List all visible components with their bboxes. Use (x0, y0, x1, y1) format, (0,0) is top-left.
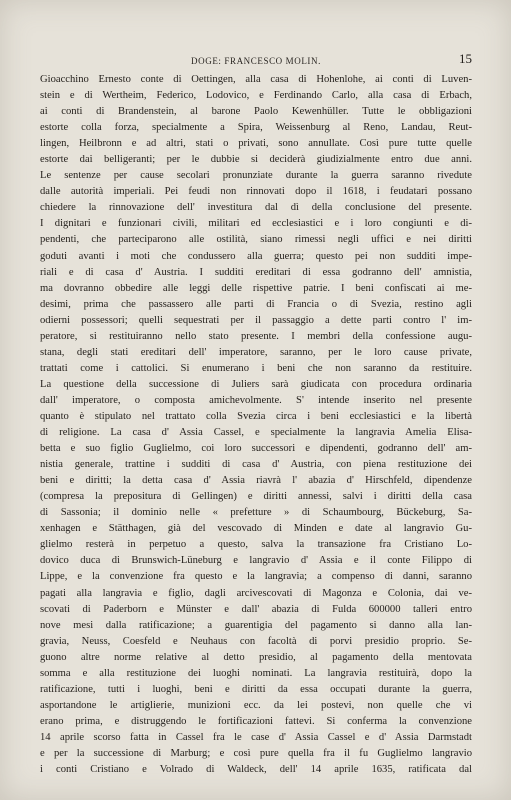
text-line: stein e di Wertheim, Federico, Lodovico, e Ferdinando Carlo, alla casa di Erbach, (40, 90, 472, 102)
text-line: dalle autorità imperiali. Pei feudi non rinnovati dopo il 1618, i feudatari possano (40, 186, 472, 198)
text-line: guono altre norme relative al detto presidio, al pagamento della mentovata (40, 651, 472, 663)
text-line: dovico duca di Brunswich-Lüneburg e langravio d' Assia e il conte Filippo di (40, 555, 472, 567)
text-line: nistia generale, trattine i sudditi di casa d' Austria, con piena restituzione dei (40, 459, 472, 471)
text-line: quanto è stipulato nel trattato colla Svezia circa i beni ecclesiastici e la libertà (40, 410, 472, 422)
text-line: di religione. La casa d' Assia Cassel, e specialmente la langravia Amelia Elisa- (40, 427, 472, 439)
text-line: peratore, si restituiranno nello stato presente. I membri della confessione augu- (40, 330, 472, 342)
text-line: desimi, prima che passassero alle parti di Francia o di Svezia, restino agli (40, 298, 472, 310)
text-line: riali e di casa d' Austria. I sudditi ereditari di essa godranno dell' amnistia, (40, 266, 472, 278)
text-line: pendenti, che parteciparono alle ostilità, siano rimessi negli uffici e nei diritti (40, 234, 472, 246)
text-line: nove mesi dalla ratificazione; a guarentigia del pagamento si danno alla lan- (40, 619, 472, 631)
text-line: 14 aprile scorso fatta in Cassel fra le case d' Assia Cassel e d' Assia Darmstadt (40, 731, 472, 743)
text-line: dall' imperatore, o composta amichevolmente. S' intende inserito nel presente (40, 394, 472, 406)
text-line: chiedere la rinnovazione dell' investitura dal dì della conclusione del presente. (40, 202, 472, 214)
text-line: I dignitari e funzionari civili, militari ed ecclesiastici e i loro congiunti e di- (40, 218, 472, 230)
text-line: Le sentenze per cause secolari pronunziate durante la guerra saranno rivedute (40, 170, 472, 182)
text-line: estorte dai belligeranti; per le dubbie si deciderà giudizialmente entro due anni. (40, 154, 472, 166)
text-line: e per la successione di Marburg; e così pure quella fra il fu Guglielmo langravio (40, 747, 472, 759)
text-line: scovati di Paderborn e Münster e dall' abazia di Fulda 600000 talleri entro (40, 603, 472, 615)
text-line: (compresa la prepositura di Gellingen) e diritti annessi, salvi i diritti della casa (40, 491, 472, 503)
text-line: ma dovranno obbedire alle leggi delle rispettive patrie. I beni confiscati ai me- (40, 282, 472, 294)
body-text (40, 72, 472, 778)
text-line: beni e diritti; la detta casa d' Assia riavrà l' abazia d' Hirschfeld, dipendenze (40, 475, 472, 487)
text-line: betta e suo figlio Guglielmo, coi loro successori e dipendenti, godranno dell' am- (40, 443, 472, 455)
text-line: trattati come i cattolici. Si enumerano i beni che non saranno da restituire. (40, 362, 472, 374)
text-line: ai conti di Brandenstein, al barone Paolo Kewenhüller. Tutte le obbligazioni (40, 106, 472, 118)
text-line: erano prima, e distruggendo le fortificazioni fattevi. Si conferma la convenzione (40, 715, 472, 727)
page-header (40, 51, 472, 68)
text-line: asportandone le artiglierie, munizioni ecc. da lei postevi, non quelle che vi (40, 699, 472, 711)
page-number: 15 (459, 51, 472, 66)
text-line: pagati alla langravia e figlio, dagli arcivescovati di Magonza e Colonia, dai ve- (40, 587, 472, 599)
text-line: stana, degli stati ereditari dell' imperatore, saranno, per le loro cause private, (40, 346, 472, 358)
text-line: Gioacchino Ernesto conte di Oettingen, alla casa di Hohenlohe, ai conti di Luven- (40, 74, 472, 85)
text-line: gravia, Neuss, Coesfeld e Neuhaus con facoltà di porvi presidio proprio. Se- (40, 635, 472, 647)
text-line: somma e alla restituzione dei luoghi nominati. La langravia restituirà, dopo la (40, 667, 472, 679)
text-line: estorte colla forza, specialmente a Spira, Weissenburg al Reno, Landau, Reut- (40, 122, 472, 134)
text-line: goduti avanti i moti che condussero alla guerra; questo pei non sudditi impe- (40, 250, 472, 262)
text-line: glielmo resterà in perpetuo a questo, salva la transazione fra Cristiano Lo- (40, 539, 472, 551)
text-line: La questione della successione di Juliers sarà giudicata con procedura ordinaria (40, 378, 472, 390)
text-line: Lippe, e la convenzione fra questo e la langravia; a compenso di danni, saranno (40, 571, 472, 583)
text-line: ratificazione, tutti i luoghi, beni e diritti da essa occupati durante la guerra, (40, 683, 472, 695)
text-line: xenhagen e Stätthagen, già del vescovado di Minden e date al langravio Gu- (40, 523, 472, 535)
text-line: i conti Cristiano e Volrado di Waldeck, dell' 14 aprile 1635, ratificata dal (40, 764, 472, 776)
text-line: di Sassonia; il dominio nelle « prefetture » di Schaumbourg, Bückeburg, Sa- (40, 507, 472, 519)
running-title: DOGE: FRANCESCO MOLIN. (191, 56, 321, 66)
text-line: lingen, Heilbronn e ad altri, stati o privati, sono annullate. Così pure tutte quelle (40, 138, 472, 150)
text-line: odierni possessori; quelli sequestrati per il passaggio a dette parti contro l' im- (40, 314, 472, 326)
